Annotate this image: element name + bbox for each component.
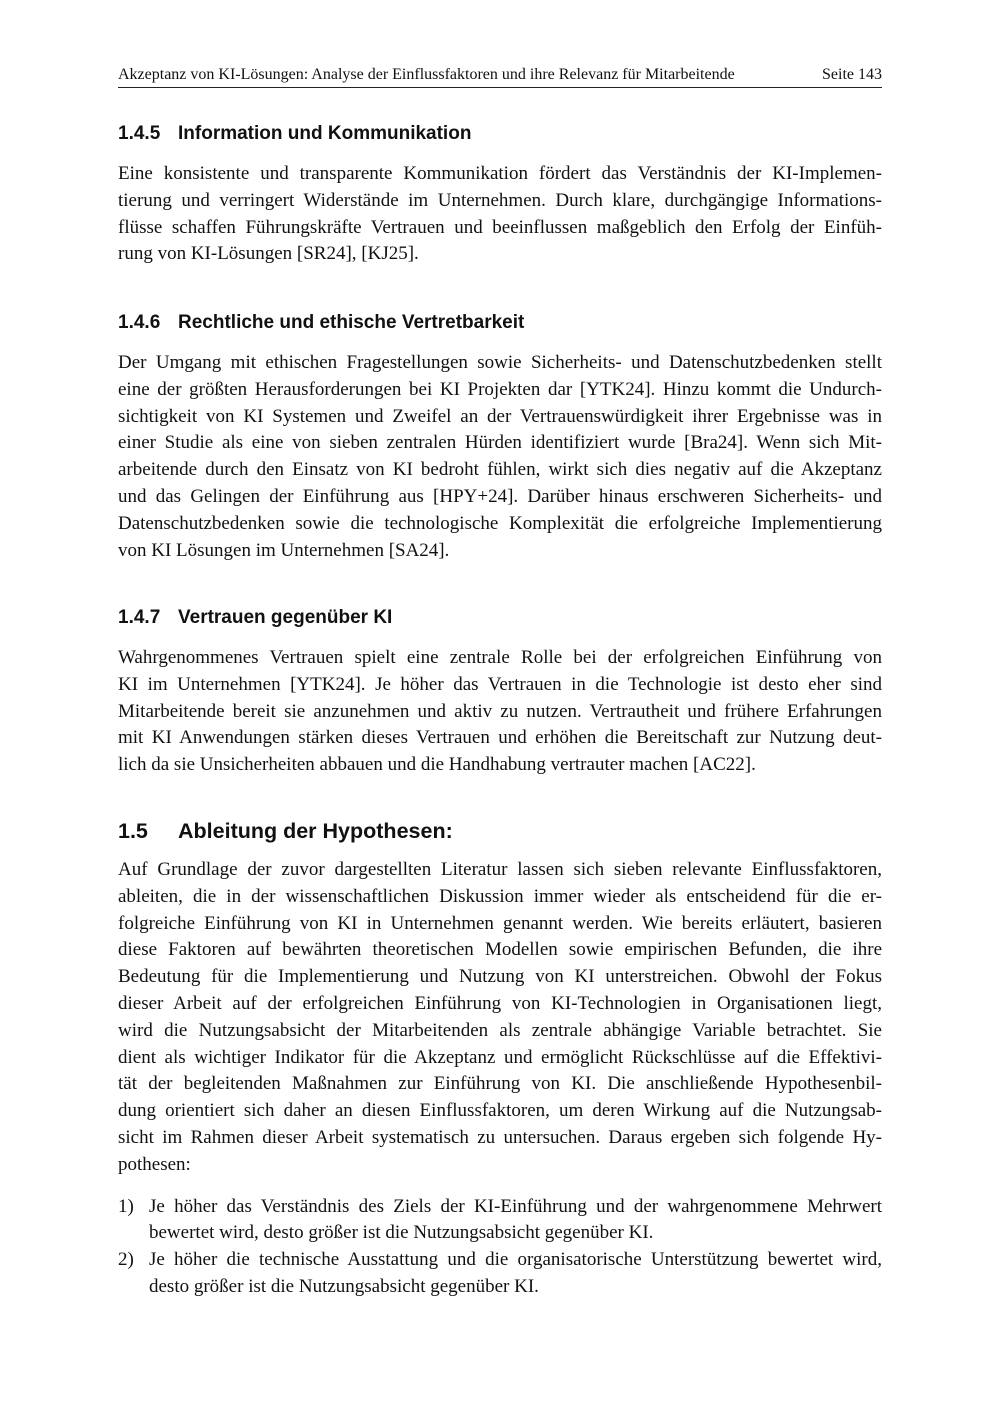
- text-line: mit KI Anwendungen stärken dieses Vertrauen und erhöhen die Bereitschaft zur Nutzung deut-: [118, 727, 882, 749]
- hypothesis-list: [118, 1194, 882, 1301]
- text-line: einer Studie als eine von sieben zentralen Hürden identifiziert wurde [Bra24]. Wenn sich Mit-: [118, 432, 882, 454]
- section-1-4-5: [118, 121, 882, 268]
- text-line: Der Umgang mit ethischen Fragestellungen sowie Sicherheits- und Datenschutzbedenken stellt: [118, 352, 882, 373]
- text-line: arbeitende durch den Einsatz von KI bedroht fühlen, wirkt sich dies negativ auf die Akzeptanz: [118, 459, 882, 481]
- text-line: dient als wichtiger Indikator für die Akzeptanz und ermöglicht Rückschlüsse auf die Effektivi-: [118, 1046, 882, 1068]
- list-text: [149, 1247, 882, 1301]
- text-line: tierung und verringert Widerstände im Unternehmen. Durch klare, durchgängige Informations-: [118, 189, 882, 211]
- section-title: Information und Kommunikation: [178, 123, 472, 144]
- section-heading: [118, 121, 882, 147]
- text-line: Datenschutzbedenken sowie die technologische Komplexität die erfolgreiche Implementierung: [118, 512, 882, 534]
- text-line: Je höher das Verständnis des Ziels der KI-Einführung und der wahrgenommene Mehrwert: [149, 1195, 882, 1217]
- text-line: eine der größten Herausforderungen bei KI Projekten dar [YTK24]. Hinzu kommt die Undurch-: [118, 378, 882, 400]
- header-title: Akzeptanz von KI-Lösungen: Analyse der Einflussfaktoren und ihre Relevanz für Mitarbeitende: [118, 66, 735, 83]
- section-title: Ableitung der Hypothesen:: [178, 819, 453, 843]
- text-line: sicht im Rahmen dieser Arbeit systematisch zu untersuchen. Daraus ergeben sich folgende Hy-: [118, 1126, 882, 1148]
- text-line: wird die Nutzungsabsicht der Mitarbeitenden als zentrale abhängige Variable betrachtet. Sie: [118, 1019, 882, 1041]
- text-line: und das Gelingen der Einführung aus [HPY+24]. Darüber hinaus erschweren Sicherheits- und: [118, 485, 882, 507]
- paragraph: [118, 350, 882, 564]
- section-1-5: [118, 817, 882, 1301]
- section-1-4-7: [118, 605, 882, 779]
- text-line: Auf Grundlage der zuvor dargestellten Literatur lassen sich sieben relevante Einflussfaktoren,: [118, 859, 882, 880]
- section-number: 1.4.5: [118, 123, 161, 144]
- text-line: KI im Unternehmen [YTK24]. Je höher das Vertrauen in die Technologie ist desto eher sind: [118, 673, 882, 695]
- text-line: dung orientiert sich daher an diesen Einflussfaktoren, um deren Wirkung auf die Nutzungsab-: [118, 1100, 882, 1122]
- list-text: [149, 1194, 882, 1248]
- text-line: dieser Arbeit auf der erfolgreichen Einführung von KI-Technologien in Organisationen liegt,: [118, 992, 882, 1014]
- paragraph: [118, 857, 882, 1179]
- list-item: [118, 1247, 882, 1301]
- text-line: tät der begleitenden Maßnahmen zur Einführung von KI. Die anschließende Hypothesenbil-: [118, 1073, 882, 1095]
- text-line: ableiten, die in der wissenschaftlichen Diskussion immer wieder als entscheidend für die er-: [118, 885, 882, 907]
- section-heading: [118, 817, 882, 845]
- text-line: sichtigkeit von KI Systemen und Zweifel an der Vertrauenswürdigkeit ihrer Ergebnisse was in: [118, 405, 882, 427]
- paragraph: [118, 161, 882, 268]
- text-line: rung von KI-Lösungen [SR24], [KJ25].: [118, 243, 419, 265]
- section-number: 1.5: [118, 819, 148, 843]
- text-line: folgreiche Einführung von KI in Unternehmen genannt werden. Wie bereits erläutert, basieren: [118, 912, 882, 934]
- list-item: [118, 1194, 882, 1248]
- running-header: [118, 66, 882, 88]
- text-line: pothesen:: [118, 1153, 191, 1175]
- text-line: Wahrgenommenes Vertrauen spielt eine zentrale Rolle bei der erfolgreichen Einführung von: [118, 647, 882, 668]
- paragraph: [118, 645, 882, 779]
- text-line: lich da sie Unsicherheiten abbauen und die Handhabung vertrauter machen [AC22].: [118, 754, 756, 776]
- section-number: 1.4.6: [118, 312, 161, 333]
- text-line: Bedeutung für die Implementierung und Nutzung von KI unterstreichen. Obwohl der Fokus: [118, 966, 882, 988]
- list-number: 2): [118, 1249, 134, 1271]
- list-number: 1): [118, 1195, 134, 1217]
- section-1-4-6: [118, 310, 882, 564]
- page-number: Seite 143: [822, 66, 882, 83]
- text-line: von KI Lösungen im Unternehmen [SA24].: [118, 539, 450, 561]
- section-heading: [118, 310, 882, 336]
- section-number: 1.4.7: [118, 607, 161, 628]
- section-heading: [118, 605, 882, 631]
- text-line: Eine konsistente und transparente Kommunikation fördert das Verständnis der KI-Implemen-: [118, 163, 882, 184]
- section-title: Vertrauen gegenüber KI: [178, 607, 393, 628]
- text-line: desto größer ist die Nutzungsabsicht gegenüber KI.: [149, 1275, 539, 1297]
- text-line: flüsse schaffen Führungskräfte Vertrauen und beeinflussen maßgeblich den Erfolg der Einfüh-: [118, 216, 882, 238]
- text-line: Mitarbeitende bereit sie anzunehmen und aktiv zu nutzen. Vertrautheit und frühere Erfahrungen: [118, 700, 882, 722]
- text-line: bewertet wird, desto größer ist die Nutzungsabsicht gegenüber KI.: [149, 1222, 654, 1244]
- text-line: diese Faktoren auf bewährten theoretischen Modellen sowie empirischen Befunden, die ihre: [118, 939, 882, 961]
- text-line: Je höher die technische Ausstattung und die organisatorische Unterstützung bewertet wird,: [149, 1249, 882, 1271]
- section-title: Rechtliche und ethische Vertretbarkeit: [178, 312, 525, 333]
